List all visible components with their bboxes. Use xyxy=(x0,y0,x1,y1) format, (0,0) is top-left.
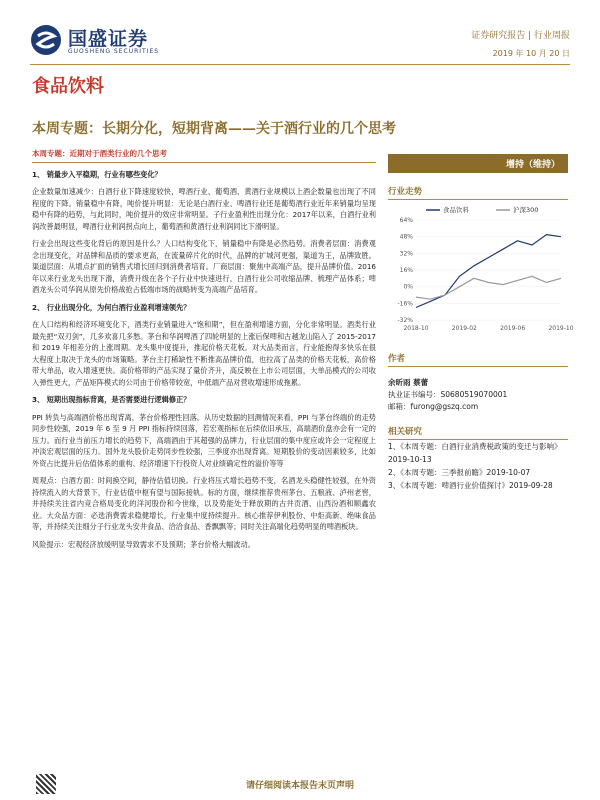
brand-name: 国盛证券 xyxy=(68,28,149,50)
brand-logo xyxy=(30,22,210,62)
brand-name-en: GUOSHENG SECURITIES xyxy=(68,48,160,55)
question-3: 3、 短期出现指标背离，是否需要进行逻辑修正？ xyxy=(32,395,191,404)
report-type: 证券研究报告 | 行业周报 xyxy=(471,31,570,41)
related-list xyxy=(388,440,568,492)
author-title: 作者 xyxy=(388,352,568,367)
header-divider xyxy=(30,64,570,65)
paragraph-2: 行业会出现这些变化背后的原因是什么？人口结构变化下，销量稳中有降是必然趋势。消费者层面：消费观念出现变化，对品牌和品质的要求更高，在流量碎片化的时代，品牌的扩城河更强，渠道为王，品牌致胜。渠道层面：从增点扩面的销售式增长回归到消费者培育。厂商层面：聚焦中高端产品，提升品牌价值。2016 年以来行业龙头出现下滑，消费升级在各个子行业中快速进行，白酒行业公司收缩品牌、梳理产品体系；啤酒龙头公司华润从原先价格战抢占低端市场的战略转变为高端产品培育。 xyxy=(32,239,376,294)
trend-title: 行业走势 xyxy=(388,185,568,200)
license-number: S0680519070001 xyxy=(440,390,508,399)
paragraph-3: 在人口结构和经济环境变化下，酒类行业销量进入“饱和期”，但在盈利增速方面，分化非常明显。酒类行业最先把“双刃剑”，几多欢喜几多愁。茅台和华润啤酒了四轮明显的上涨后保啤和古越龙山陷入了 2015-2017 和 2019 年相差分的上涨周期。龙头集中度提升，推起价格天花板。对大品类而言，行业能抱得多快乐在很大程度上取决于龙头的市场策略。茅台主打稀缺性不断推高品牌价值，也拉高了品类的价格天花板，高价格带大单品，收入增速更快。高价格带的产品实现了量价齐升，高反映在上市公司层面，大单品模式的公司收入弹性更大，产品矩阵模式的公司由于价格带较宽，中低端产品对营收增速形成拖累。 xyxy=(32,320,376,387)
author-block xyxy=(388,377,568,413)
analyst-names: 余昕雨 蔡蕾 xyxy=(388,378,429,387)
y-tick-label: 64% xyxy=(399,217,413,224)
topic-subhead: 本周专题：近期对于酒类行业的几个思考 xyxy=(32,148,376,163)
legend-label: 食品饮料 xyxy=(443,206,469,214)
x-tick-label: 2019-02 xyxy=(451,325,477,332)
question-1: 1、 销量步入平稳期，行业有哪些变化？ xyxy=(32,169,162,179)
header xyxy=(30,18,570,66)
y-tick-label: 0% xyxy=(403,283,413,291)
y-tick-label: 16% xyxy=(399,267,413,274)
question-2: 2、 行业出现分化，为何白酒行业盈利增速领先？ xyxy=(32,302,191,312)
report-date: 2019 年 10 月 20 日 xyxy=(492,49,570,58)
main-content xyxy=(32,148,376,556)
trend-chart xyxy=(388,200,574,340)
sidebar xyxy=(388,148,574,492)
brand-logo-icon xyxy=(30,24,62,56)
y-tick-label: 32% xyxy=(399,250,413,258)
email-label: 邮箱： xyxy=(388,402,411,411)
paragraph-5: 周观点：白酒方面：时间换空间，静待估值切换。行业将压式增长趋势不变，名酒龙头稳健性较强，在外资持续流入的大背景下，行业估值中枢有望与国际接轨。标的方面，继续推荐贵州茅台、五粮液、泸州老窖，并持续关注省内竞合格局变化的洋河股份和今世缘，以及势能处于释放期的古井贡酒、山西汾酒和顺鑫农业。大众品方面：必选消费需求稳健增长，行业集中度持续提升。核心推荐伊利股份、中炬高新、绝味食品等，并持续关注细分子行业龙头安井食品、洽洽食品、香飘飘等；同时关注高端化趋势明显的啤酒板块。 xyxy=(32,476,376,531)
risk-note: 风险提示：宏观经济放缓明显导致需求不及预期；茅台价格大幅波动。 xyxy=(32,539,255,549)
trend-chart-svg xyxy=(388,200,574,340)
y-tick-label: -32% xyxy=(397,317,413,324)
email-address[interactable]: furong@gszq.com xyxy=(410,402,479,411)
paragraph-1: 企业数量加速减少：白酒行业下降速度较快，啤酒行业、葡萄酒、黄酒行业规模以上酒企数量也出现了不同程度的下降。销量稳中有降，吨价提升明显：无论是白酒行业、啤酒行业还是葡萄酒行业近年来销量均呈现稳中有降的趋势，与此同时，吨价提升的效应非常明显。子行业盈利性出现分化：2017年以来，白酒行业利润改善最明显，啤酒行业利润拐点向上，葡萄酒和黄酒行业利润同比下滑明显。 xyxy=(32,187,376,231)
report-headline: 本周专题：长期分化，短期背离——关于酒行业的几个思考 xyxy=(32,121,396,137)
paragraph-4: PPI 转负与高端酒价格出现背离，茅台价格理性回落。从历史数据的回测情况来看，PPI 与茅台终端价的走势同步性较强，2019 年 6 至 9 月 PPI 指标持续回落，若宏观指标在后续依旧承压，高端酒价盘亦会有一定的压力。而行业当前压力增长的趋势下，高端酒由于其超强的品牌力，行业层面的集中度应或许会一定程度上冲淡宏观层面的压力。国外龙头股价走势同步性较强，三季度亦出现背离。短期股价的变动因素较多，比如外资占比提升后估值体系的重构、经济增速下行投资人对业绩确定性的溢价等等 xyxy=(32,412,376,468)
x-tick-label: 2018-10 xyxy=(403,325,429,332)
series-line-2 xyxy=(416,276,561,299)
related-item[interactable]: 1、《本周专题：白酒行业消费税政策的变迁与影响》2019-10-13 xyxy=(388,442,562,464)
related-item[interactable]: 3、《本周专题：啤酒行业价值探讨》2019-09-28 xyxy=(388,481,553,490)
rating-badge: 增持（维持） xyxy=(388,154,568,173)
x-tick-label: 2019-06 xyxy=(500,325,526,332)
license-label: 执业证书编号： xyxy=(388,390,441,399)
x-tick-label: 2019-10 xyxy=(548,325,574,332)
y-tick-label: 48% xyxy=(399,233,413,241)
sector-title: 食品饮料 xyxy=(32,76,104,97)
footer-disclaimer: 请仔细阅读本报告末页声明 xyxy=(245,781,354,791)
related-item[interactable]: 2、《本周专题：三季报前瞻》2019-10-07 xyxy=(388,468,531,477)
legend-label: 沪深300 xyxy=(513,206,539,214)
related-title: 相关研究 xyxy=(388,425,568,440)
y-tick-label: -16% xyxy=(397,300,413,308)
